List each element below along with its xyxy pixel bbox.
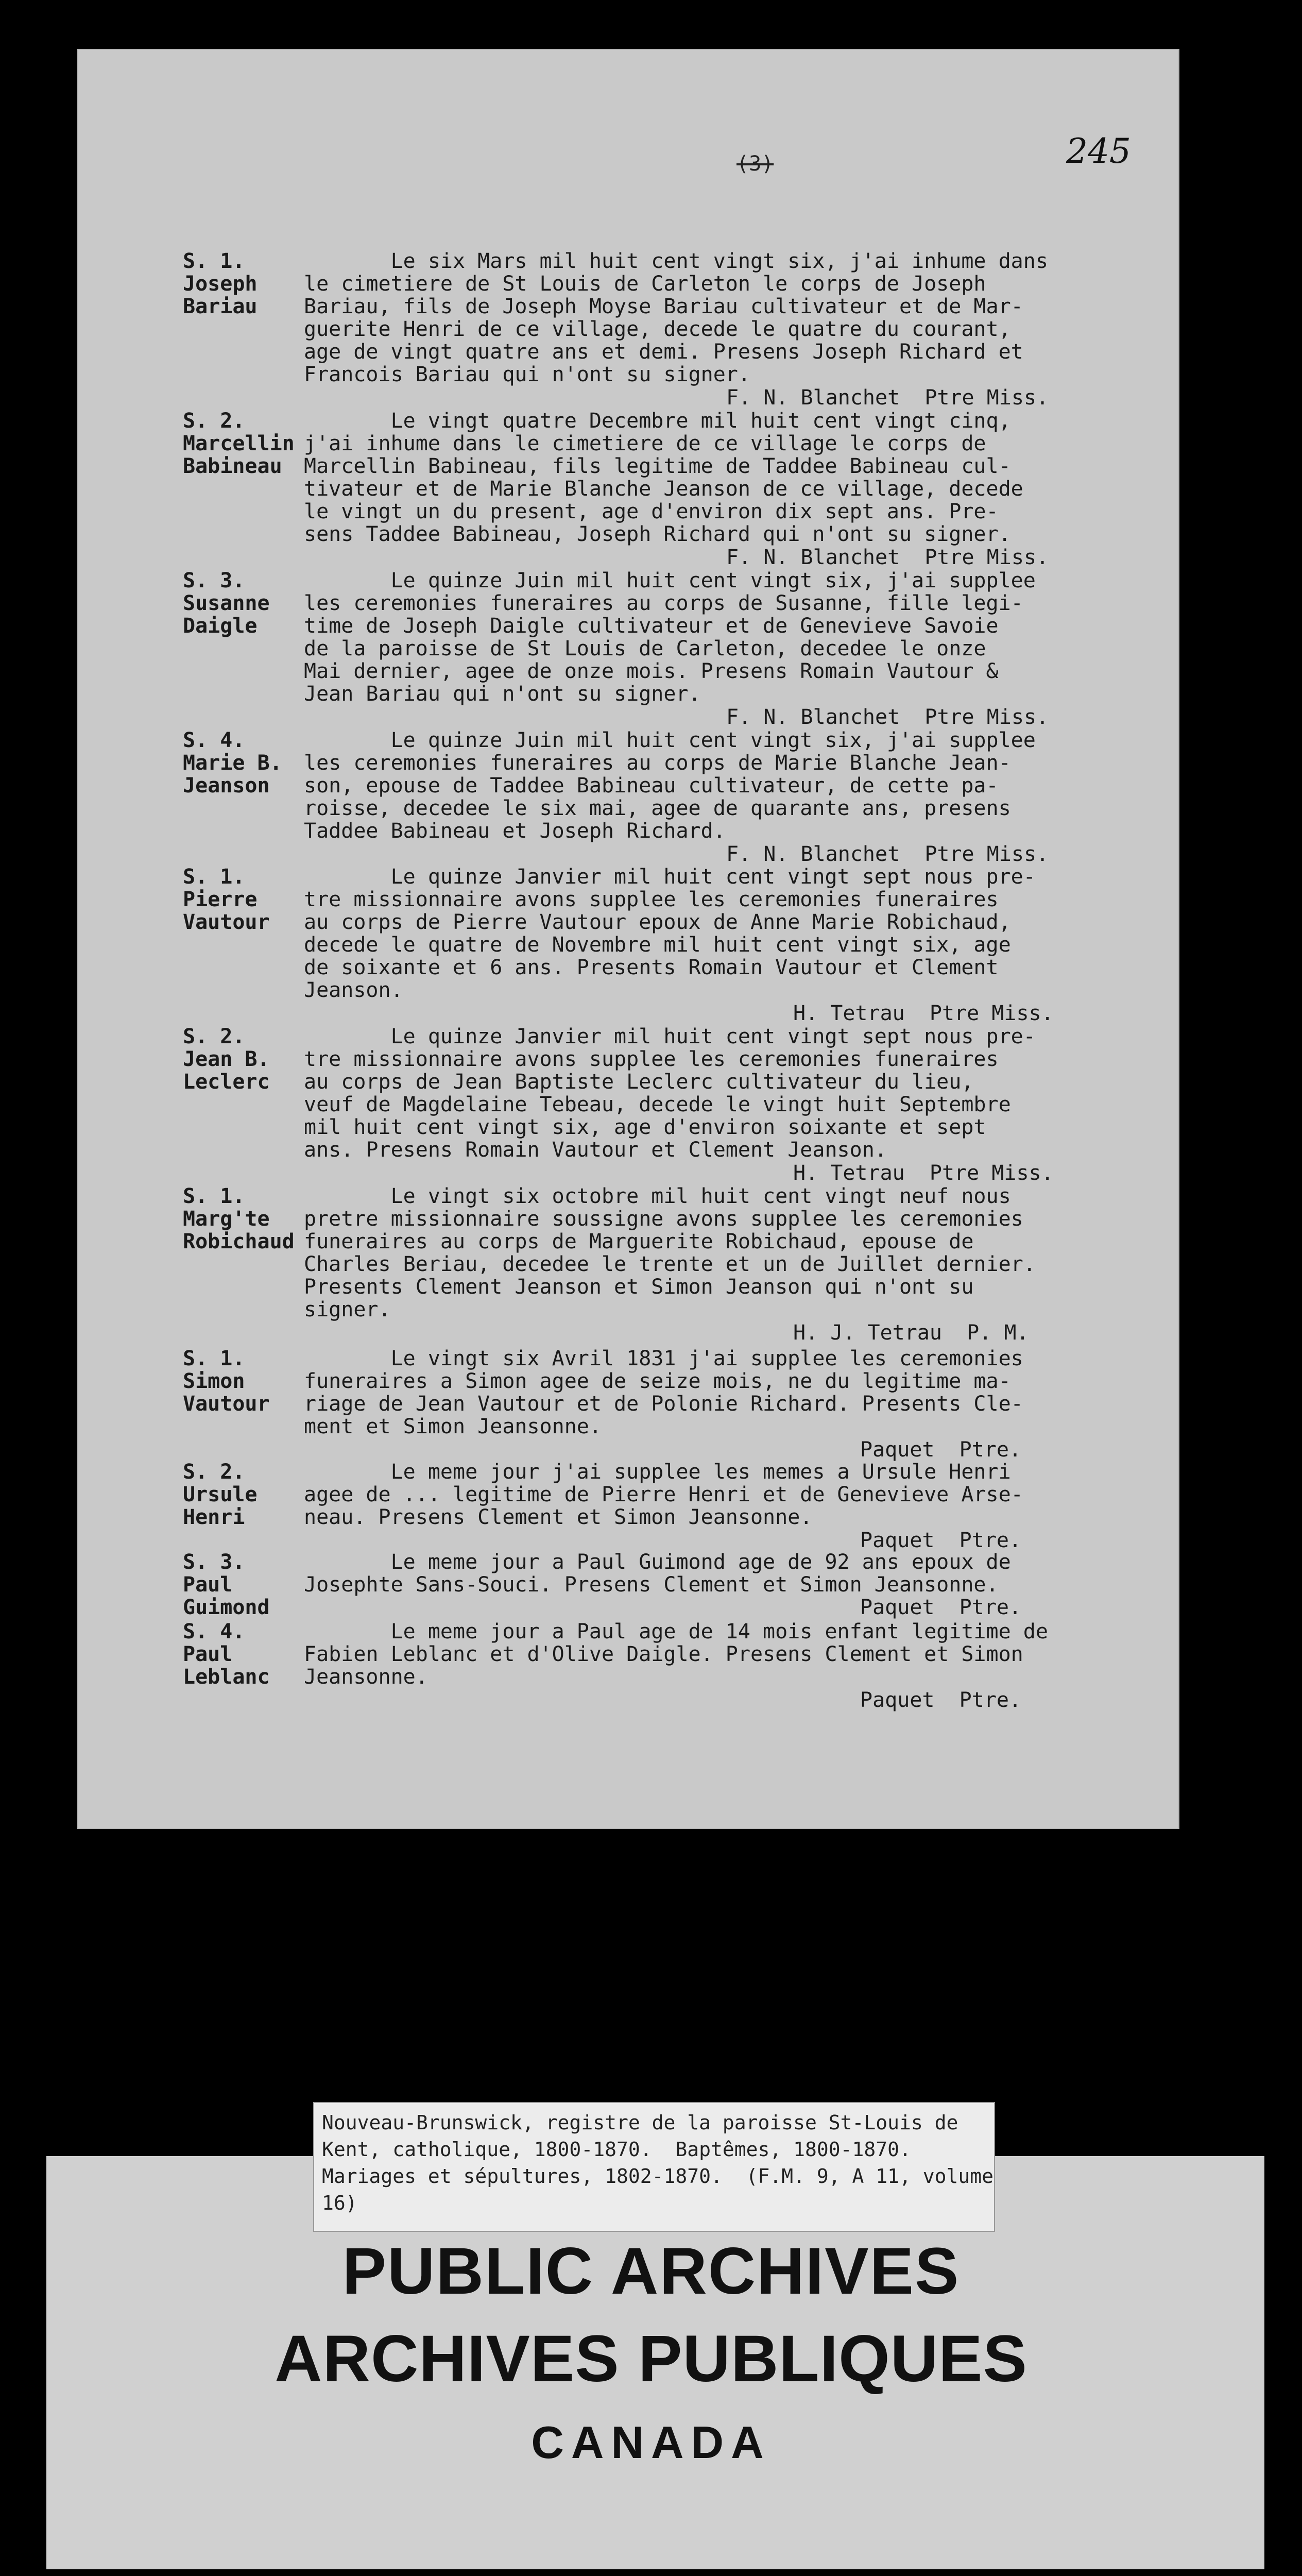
archives-country: CANADA — [531, 2417, 771, 2468]
entry-text: Le six Mars mil huit cent vingt six, j'ai inhume dans le cimetiere de St Louis de Carleton le corps de Joseph Bariau, fils de Joseph Moyse Bariau cultivateur et de Mar- guerite Henri de ce village, decede le quatre du courant, age de vingt quatre ans et demi. Presens Joseph Richard et Francois Bariau qui n'ont su signer. — [304, 249, 1048, 386]
entry-label: S. 2. Marcellin Babineau — [183, 409, 295, 478]
entry-text: Le quinze Juin mil huit cent vingt six, j'ai supplee les ceremonies funeraires au corps de Marie Blanche Jean- son, epouse de Taddee Babineau cultivateur, de cette pa- roisse, decedee le six mai, agee de quarante ans, presens Taddee Babineau et Joseph Richard. — [304, 728, 1036, 843]
entry-text: Le quinze Janvier mil huit cent vingt sept nous pre- tre missionnaire avons supplee les ceremonies funeraires au corps de Jean Baptiste Leclerc cultivateur du lieu, veuf de Magdelaine Tebeau, decede le vingt huit Septembre mil huit cent vingt six, age d'environ soixante et sept ans. Presens Romain Vautour et Clement Jeanson. — [304, 1025, 1036, 1162]
entry-text: Le vingt six octobre mil huit cent vingt neuf nous pretre missionnaire soussigne avons supplee les ceremonies funeraires au corps de Marguerite Robichaud, epouse de Charles Beriau, decedee le trente et un de Juillet dernier. Presents Clement Jeanson et Simon Jeanson qui n'ont su signer. — [304, 1184, 1036, 1321]
entry-text: Le vingt quatre Decembre mil huit cent vingt cinq, j'ai inhume dans le cimetiere de ce village le corps de Marcellin Babineau, fils legitime de Taddee Babineau cul- tivateur et de Marie Blanche Jeanson de ce village, decede le vingt un du present, age d'environ dix sept ans. Pre- sens Taddee Babineau, Joseph Richard qui n'ont su signer. — [304, 409, 1023, 546]
entry-label: S. 1. Marg'te Robichaud — [183, 1184, 295, 1253]
entry-signature: Paquet Ptre. — [860, 1688, 1022, 1712]
catalog-card — [313, 2102, 995, 2232]
archives-title-french: ARCHIVES PUBLIQUES — [275, 2322, 1027, 2396]
document-page — [77, 49, 1179, 1829]
catalog-card-text: Nouveau-Brunswick, registre de la paroisse St-Louis de Kent, catholique, 1800-1870. Baptêmes, 1800-1870. Mariages et sépultures, 1802-1870. (F.M. 9, A 11, volume 16) — [322, 2111, 994, 2214]
entry-signature: H. Tetrau Ptre Miss. — [793, 1002, 1054, 1025]
entry-signature: Paquet Ptre. — [860, 1438, 1022, 1462]
entry-signature: Paquet Ptre. — [860, 1596, 1022, 1619]
entry-label: S. 1. Simon Vautour — [183, 1347, 270, 1416]
entry-text: Le meme jour j'ai supplee les memes a Ursule Henri agee de ... legitime de Pierre Henri et de Genevieve Arse- neau. Presens Clement et Simon Jeansonne. — [304, 1460, 1023, 1529]
page-number: 245 — [1066, 131, 1131, 171]
entry-signature: F. N. Blanchet Ptre Miss. — [726, 705, 1049, 729]
crossed-page-number: (3) — [736, 152, 774, 176]
entry-label: S. 2. Ursule Henri — [183, 1460, 258, 1529]
entry-signature: Paquet Ptre. — [860, 1529, 1022, 1552]
entry-signature: H. Tetrau Ptre Miss. — [793, 1161, 1054, 1185]
entry-label: S. 4. Marie B. Jeanson — [183, 728, 282, 798]
entry-text: Le quinze Juin mil huit cent vingt six, j'ai supplee les ceremonies funeraires au corps de Susanne, fille legi- time de Joseph Daigle cultivateur et de Genevieve Savoie de la paroisse de St Louis de Carleton, decedee le onze Mai dernier, agee de onze mois. Presens Romain Vautour & Jean Bariau qui n'ont su signer. — [304, 569, 1036, 706]
entry-signature: F. N. Blanchet Ptre Miss. — [726, 546, 1049, 569]
entry-label: S. 2. Jean B. Leclerc — [183, 1025, 270, 1094]
entry-label: S. 3. Paul Guimond — [183, 1550, 270, 1619]
entry-label: S. 1. Joseph Bariau — [183, 249, 258, 318]
entry-text: Le vingt six Avril 1831 j'ai supplee les ceremonies funeraires a Simon agee de seize mois, ne du legitime ma- riage de Jean Vautour et de Polonie Richard. Presents Cle- ment et Simon Jeansonne. — [304, 1347, 1023, 1438]
archives-title-english: PUBLIC ARCHIVES — [342, 2234, 960, 2308]
entry-text: Le quinze Janvier mil huit cent vingt sept nous pre- tre missionnaire avons supplee les ceremonies funeraires au corps de Pierre Vautour epoux de Anne Marie Robichaud, decede le quatre de Novembre mil huit cent vingt six, age de soixante et 6 ans. Presents Romain Vautour et Clement Jeanson. — [304, 865, 1036, 1002]
entry-text: Le meme jour a Paul age de 14 mois enfant legitime de Fabien Leblanc et d'Olive Daigle. Presens Clement et Simon Jeansonne. — [304, 1620, 1048, 1689]
entry-label: S. 3. Susanne Daigle — [183, 569, 270, 638]
entry-label: S. 4. Paul Leblanc — [183, 1620, 270, 1689]
entry-signature: F. N. Blanchet Ptre Miss. — [726, 386, 1049, 410]
entry-text: Le meme jour a Paul Guimond age de 92 ans epoux de Josephte Sans-Souci. Presens Clement et Simon Jeansonne. — [304, 1550, 1011, 1597]
entry-signature: H. J. Tetrau P. M. — [793, 1321, 1029, 1345]
entry-signature: F. N. Blanchet Ptre Miss. — [726, 842, 1049, 866]
entry-label: S. 1. Pierre Vautour — [183, 865, 270, 934]
